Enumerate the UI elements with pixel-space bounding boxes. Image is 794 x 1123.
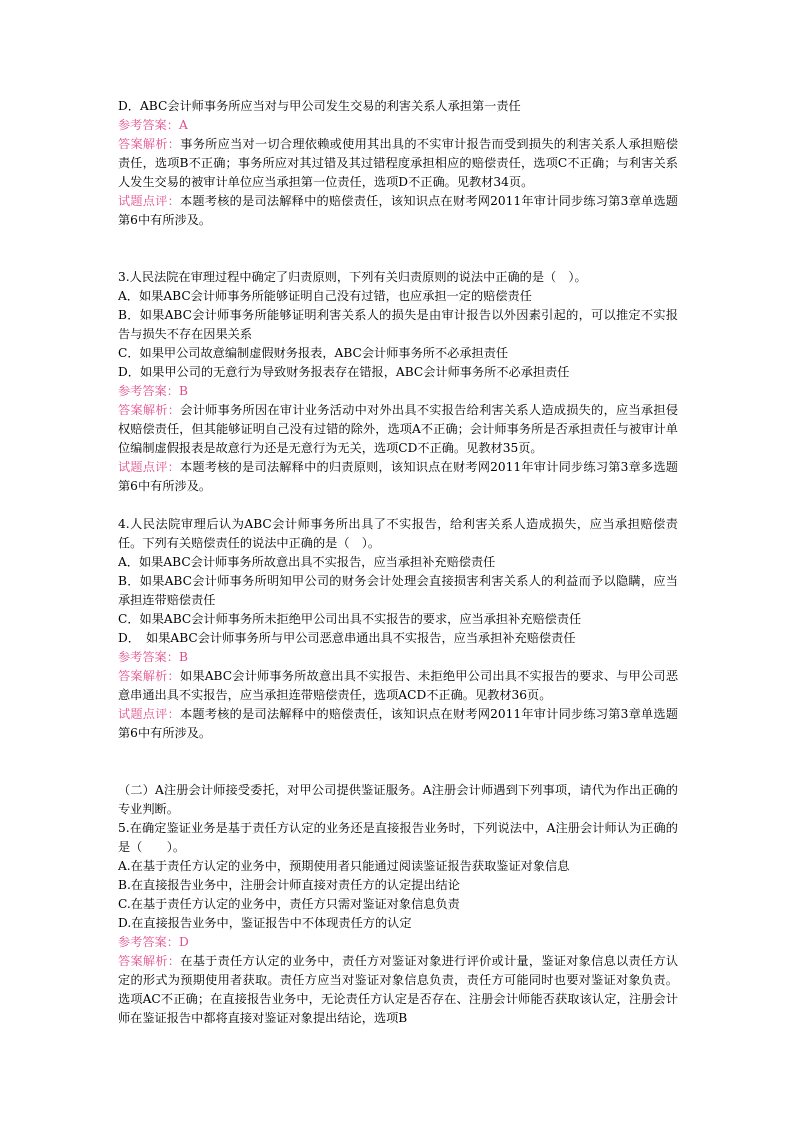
analysis <box>118 135 678 192</box>
answer-line <box>118 648 678 667</box>
analysis <box>118 667 678 705</box>
option-d: D．如果甲公司的无意行为导致财务报表存在错报，ABC会计师事务所不必承担责任 <box>118 365 570 379</box>
review <box>118 192 678 230</box>
analysis <box>118 401 678 458</box>
answer-value: B <box>178 384 188 398</box>
answer-label: 参考答案： <box>118 650 179 664</box>
question-stem: 5.在确定鉴证业务是基于责任方认定的业务还是直接报告业务时，下列说法中，A注册会计师认为正确的是（ ）。 <box>118 821 678 854</box>
answer-line <box>118 116 678 135</box>
question-4 <box>118 515 678 743</box>
review-label: 试题点评： <box>118 194 181 208</box>
document-page <box>118 97 678 1028</box>
review-label: 试题点评： <box>118 707 181 721</box>
review <box>118 458 678 496</box>
answer-value: B <box>178 650 188 664</box>
option-b: B.在直接报告业务中，注册会计师直接对责任方的认定提出结论 <box>118 878 460 892</box>
option-a: A.在基于责任方认定的业务中，预期使用者只能通过阅读鉴证报告获取鉴证对象信息 <box>118 859 570 873</box>
analysis-label: 答案解析： <box>118 137 181 151</box>
answer-label: 参考答案： <box>118 384 179 398</box>
analysis-text: 在基于责任方认定的业务中，责任方对鉴证对象进行评价或计量，鉴证对象信息以责任方认定的形式为预期使用者获取。责任方应当对鉴证对象信息负责，责任方可能同时也要对鉴证对象负责。选项AC不正确；在直接报告业务中，无论责任方认定是否存在、注册会计师能否获取该认定，注册会计师在鉴证报告中都将直接对鉴证对象提出结论，选项B <box>118 954 679 1025</box>
answer-label: 参考答案： <box>118 935 179 949</box>
option-c: C.在基于责任方认定的业务中，责任方只需对鉴证对象信息负责 <box>118 897 460 911</box>
answer-line <box>118 933 678 952</box>
review <box>118 705 678 743</box>
answer-value: D <box>178 935 189 949</box>
question-stem: 4.人民法院审理后认为ABC会计师事务所出具了不实报告，给利害关系人造成损失，应当承担赔偿责任。下列有关赔偿责任的说法中正确的是（ ）。 <box>118 517 678 550</box>
option-a: A．如果ABC会计师事务所能够证明自己没有过错，也应承担一定的赔偿责任 <box>118 289 532 303</box>
answer-line <box>118 382 678 401</box>
analysis-text: 事务所应当对一切合理依赖或使用其出具的不实审计报告而受到损失的利害关系人承担赔偿责任，选项B不正确；事务所应对其过错及其过错程度承担相应的赔偿责任，选项C不正确；与利害关系人发生交易的被审计单位应当承担第一位责任，选项D不正确。见教材34页。 <box>118 137 679 189</box>
answer-label: 参考答案： <box>118 118 179 132</box>
analysis-text: 会计师事务所因在审计业务活动中对外出具不实报告给利害关系人造成损失的，应当承担侵权赔偿责任，但其能够证明自己没有过错的除外，选项A不正确；会计师事务所是否承担责任与被审计单位编制虚假报表是故意行为还是无意行为无关，选项CD不正确。见教材35页。 <box>118 403 679 455</box>
option-d: D．ABC会计师事务所应当对与甲公司发生交易的利害关系人承担第一责任 <box>118 99 521 113</box>
question-stem: 3.人民法院在审理过程中确定了归责原则，下列有关归责原则的说法中正确的是（ ）。 <box>118 270 587 284</box>
review-text: 本题考核的是司法解释中的赔偿责任，该知识点在财考网2011年审计同步练习第3章单选题第6中有所涉及。 <box>118 707 678 740</box>
review-text: 本题考核的是司法解释中的赔偿责任，该知识点在财考网2011年审计同步练习第3章单选题第6中有所涉及。 <box>118 194 678 227</box>
answer-value: A <box>178 118 188 132</box>
option-c: C．如果甲公司故意编制虚假财务报表，ABC会计师事务所不必承担责任 <box>118 346 509 360</box>
option-d: D． 如果ABC会计师事务所与甲公司恶意串通出具不实报告，应当承担补充赔偿责任 <box>118 631 576 645</box>
analysis-text: 如果ABC会计师事务所故意出具不实报告、未拒绝甲公司出具不实报告的要求、与甲公司恶意串通出具不实报告，应当承担连带赔偿责任，选项ACD不正确。见教材36页。 <box>118 669 679 702</box>
analysis <box>118 952 678 1028</box>
option-a: A．如果ABC会计师事务所故意出具不实报告，应当承担补充赔偿责任 <box>118 555 496 569</box>
option-d: D.在直接报告业务中，鉴证报告中不体现责任方的认定 <box>118 916 412 930</box>
question-3 <box>118 268 678 496</box>
analysis-label: 答案解析： <box>118 954 181 968</box>
analysis-label: 答案解析： <box>118 403 181 417</box>
review-text: 本题考核的是司法解释中的归责原则，该知识点在财考网2011年审计同步练习第3章多选题第6中有所涉及。 <box>118 460 678 493</box>
option-b: B．如果ABC会计师事务所明知甲公司的财务会计处理会直接损害利害关系人的利益而予以隐瞒，应当承担连带赔偿责任 <box>118 574 678 607</box>
review-label: 试题点评： <box>118 460 181 474</box>
analysis-label: 答案解析： <box>118 669 180 683</box>
section-intro: （二）A注册会计师接受委托，对甲公司提供鉴证服务。A注册会计师遇到下列事项，请代为作出正确的专业判断。 <box>118 783 678 816</box>
option-c: C．如果ABC会计师事务所未拒绝甲公司出具不实报告的要求，应当承担补充赔偿责任 <box>118 612 582 626</box>
option-b: B．如果ABC会计师事务所能够证明利害关系人的损失是由审计报告以外因素引起的，可以推定不实报告与损失不存在因果关系 <box>118 308 678 341</box>
question-5 <box>118 781 678 1028</box>
question-2-tail <box>118 97 678 230</box>
